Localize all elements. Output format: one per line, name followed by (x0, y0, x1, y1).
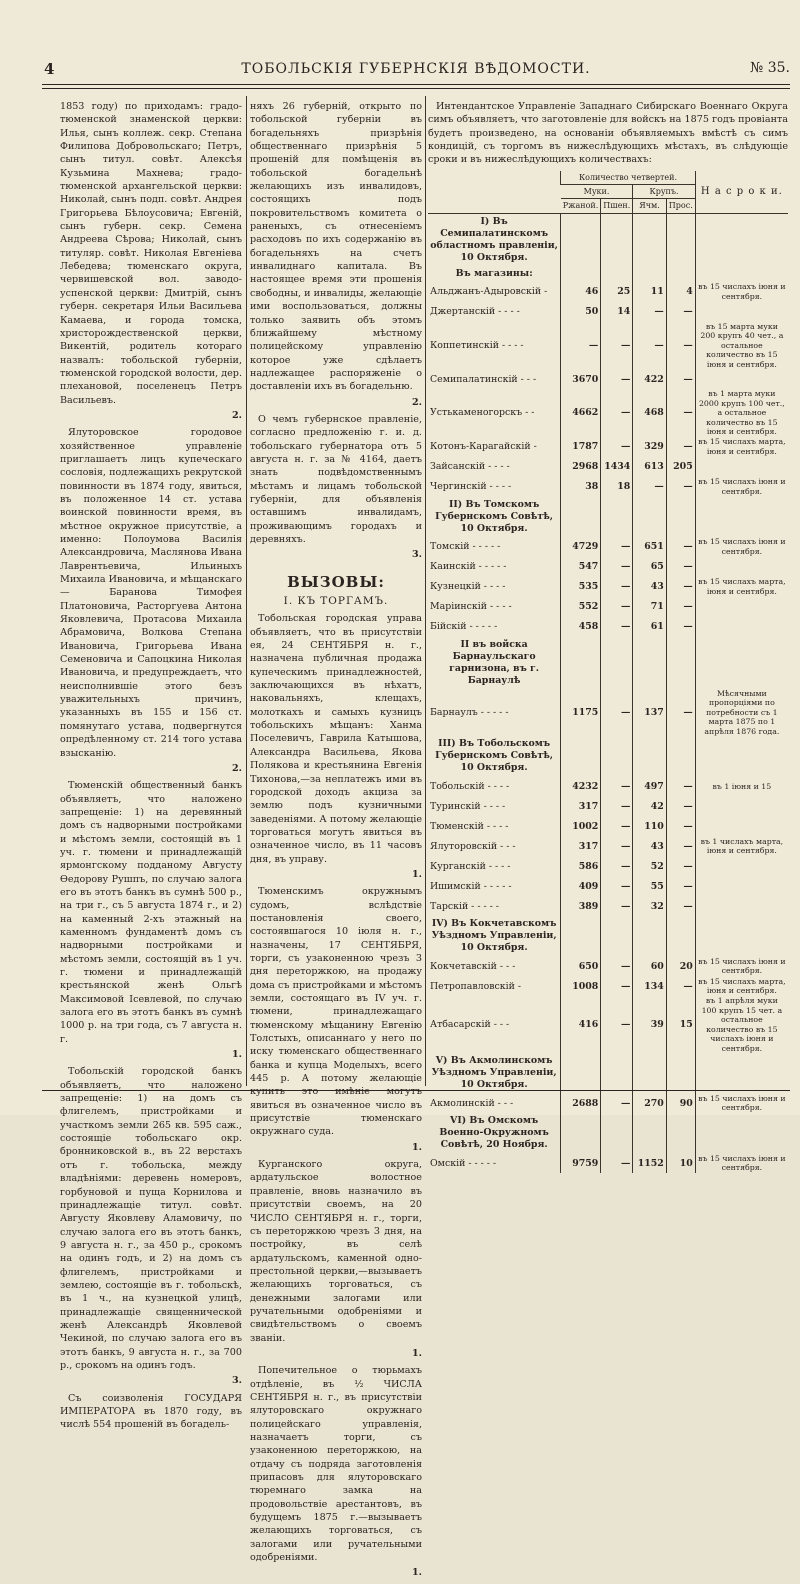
table-row (428, 322, 788, 370)
millet-groats-value: — (666, 796, 695, 816)
section-label: V) Въ Акмолинскомъ Уѣздномъ Управленіи, 10 Октября. (431, 1055, 557, 1091)
millet-groats-value: — (666, 557, 695, 577)
table-section-row (428, 1113, 788, 1153)
table-row (428, 689, 788, 737)
page-header (42, 58, 790, 82)
table-row (428, 1153, 788, 1173)
location-name: Бійскій - - - - - (430, 621, 498, 633)
article-number: 3. (411, 549, 422, 561)
delivery-term (695, 597, 788, 617)
article-number: 2. (231, 762, 242, 774)
location-name: Ишимскій - - - - - (430, 880, 512, 892)
table-row (428, 836, 788, 856)
location-name: Тобольскій - - - - (430, 780, 510, 792)
barley-groats-value: 39 (633, 996, 666, 1053)
location-name: Петропавловскій - (430, 980, 522, 992)
section-label: IV) Въ Кокчетавскомъ Уѣздномъ Управленіи, 10 Октября. (431, 918, 557, 954)
column-right (428, 100, 788, 1173)
rye-flour-value: 547 (561, 557, 601, 577)
section-label: Въ магазины: (455, 267, 533, 279)
location-name: Чергинскій - - - - (430, 481, 512, 493)
rye-flour-value: 1008 (561, 976, 601, 996)
header-rule (42, 84, 790, 85)
wheat-flour-value: — (601, 689, 633, 737)
delivery-term (695, 557, 788, 577)
location-name: Устькаменогорскъ - - (430, 407, 535, 419)
delivery-term: въ 15 числахъ іюня и сентября. (695, 1153, 788, 1173)
delivery-term: въ 15 числахъ іюня и сентября. (695, 956, 788, 976)
barley-groats-value: 497 (633, 776, 666, 796)
wheat-flour-value: — (601, 369, 633, 389)
delivery-term: Мѣсячными пропорціями по потребности съ 1 марта 1875 по 1 апрѣля 1876 года. (695, 689, 788, 737)
rye-flour-value: 9759 (561, 1153, 601, 1173)
millet-groats-value: — (666, 836, 695, 856)
barley-groats-value: 11 (633, 282, 666, 302)
article-number: 2. (411, 396, 422, 408)
millet-groats-value: 4 (666, 282, 695, 302)
delivery-term (695, 856, 788, 876)
delivery-term: въ 15 числахъ іюня и сентября. (695, 1093, 788, 1113)
wheat-flour-value: — (601, 876, 633, 896)
millet-groats-value: — (666, 976, 695, 996)
wheat-flour-value: — (601, 577, 633, 597)
location-name: Туринскій - - - - (430, 800, 506, 812)
location-name: Котонъ-Карагайскій - (430, 441, 537, 453)
barley-groats-value: 613 (633, 457, 666, 477)
wheat-flour-value: — (601, 976, 633, 996)
newspaper-title: ТОБОЛЬСКІЯ ГУБЕРНСКІЯ ВѢДОМОСТИ. (241, 61, 591, 77)
flour-header: Муки. (561, 185, 633, 199)
delivery-term: въ 15 числахъ марта, іюня и сентября. (695, 437, 788, 457)
article-number: 1. (411, 1347, 422, 1359)
article-number: 1. (411, 868, 422, 880)
wheat-flour-value: — (601, 597, 633, 617)
subsection-heading: I. КЪ ТОРГАМЪ. (283, 595, 389, 608)
rye-flour-value: 2968 (561, 457, 601, 477)
article-text: 1853 году) по приходамъ: градо-тюменской знаменской церкви: Илья, сынъ коллеж. секр. Степана Филипова Добровольскаго; Петръ, сынъ титул. совѣт. Алексѣя Кузьмина Махнева; градо-тюменской архангельской церкви: Николай, сынъ подп. совѣт. Андрея Григорьева Бѣлоусовича; Евгеній, сынъ губерн. секр. Семена Андреева Сѣрова; Николай, сынъ титуляр. совѣт. Николая Евгеніева Лебедева; тюменскаго округа, червишевской вол. заводо-успенской церкви: Дмитрій, сынъ губерн. секретаря Ильи Васильева Камаева, и города томска, христорождественской церкви, Викентій, родитель котораго назвалъ: тобольской губерніи, тюменской городской волости, дер. плехановой, поселенецъ Петръ Васильевъ. (60, 101, 242, 406)
wheat-flour-value: — (601, 322, 633, 370)
table-row (428, 389, 788, 437)
millet-groats-value: — (666, 302, 695, 322)
location-name: Тарскій - - - - - (430, 900, 499, 912)
quantity-header: Количество четвертей. (561, 171, 696, 185)
wheat-flour-value: — (601, 437, 633, 457)
delivery-term (695, 302, 788, 322)
article-text: О чемъ губернское правленіе, согласно предложенію г. и. д. тобольскаго губернатора отъ 5 августа н. г. за № 4164, даетъ знать подвѣдомственнымъ мѣстамъ и лицамъ тобольской губерніи, для объявленія оставшимъ инвалидамъ, проживающимъ городахъ и деревняхъ. (250, 413, 422, 545)
barley-groats-value: 270 (633, 1093, 666, 1113)
table-row (428, 477, 788, 497)
location-name: Семипалатинскій - - - (430, 373, 537, 385)
table-row (428, 976, 788, 996)
wheat-header: Пшен. (601, 199, 633, 213)
article-number: 1. (411, 1567, 422, 1579)
table-section-row (428, 736, 788, 776)
wheat-flour-value: — (601, 776, 633, 796)
column-middle (250, 100, 422, 1584)
article-text: Попечительное о тюрьмахъ отдѣленіе, въ ½ ЧИСЛА СЕНТЯБРЯ н. г., въ присутствіи ялуторовскаго окружнаго полицейскаго управленія, назначаетъ торги, съ узаконенною переторжкою, на отдачу съ подряда заготовленія припасовъ для ялуторовскаго тюремнаго замка на продовольствіе арестантовъ, въ будущемъ 1875 г.—вызываетъ желающихъ торговаться, съ залогами или ручательными одобреніями. (250, 1365, 422, 1564)
rye-flour-value: — (561, 322, 601, 370)
rye-flour-value: 409 (561, 876, 601, 896)
issue-number: № 35. (750, 60, 790, 76)
rye-flour-value: 389 (561, 896, 601, 916)
table-section-row (428, 213, 788, 266)
barley-groats-value: 651 (633, 537, 666, 557)
location-name: Коппетинскій - - - - (430, 339, 524, 351)
delivery-term: въ 15 числахъ марта, іюня и сентября. (695, 976, 788, 996)
bottom-rule (42, 1090, 790, 1091)
table-row (428, 996, 788, 1053)
table-row (428, 856, 788, 876)
barley-groats-value: 65 (633, 557, 666, 577)
barley-groats-value: 32 (633, 896, 666, 916)
millet-groats-value: 90 (666, 1093, 695, 1113)
table-section-row (428, 497, 788, 537)
column-divider (246, 96, 247, 1086)
millet-groats-value: — (666, 856, 695, 876)
table-row (428, 457, 788, 477)
section-label: II) Въ Томскомъ Губернскомъ Совѣтѣ, 10 Октября. (435, 498, 554, 534)
millet-groats-value: — (666, 689, 695, 737)
delivery-term: въ 1 іюня и 15 (695, 776, 788, 796)
rye-flour-value: 46 (561, 282, 601, 302)
rye-flour-value: 317 (561, 796, 601, 816)
delivery-term (695, 369, 788, 389)
delivery-term (695, 796, 788, 816)
delivery-term (695, 816, 788, 836)
barley-groats-value: 422 (633, 369, 666, 389)
terms-header: Н а с р о к и. (695, 171, 788, 214)
barley-groats-value: — (633, 302, 666, 322)
rye-header: Ржаной. (561, 199, 601, 213)
delivery-term: въ 1 марта муки 2000 крупъ 100 чет., а остальное количество въ 15 іюня и сентября. (695, 389, 788, 437)
table-row (428, 437, 788, 457)
section-label: III) Въ Тобольскомъ Губернскомъ Совѣтѣ, 10 Октября. (435, 738, 554, 774)
barley-groats-value: 61 (633, 617, 666, 637)
rye-flour-value: 2688 (561, 1093, 601, 1113)
millet-groats-value: — (666, 577, 695, 597)
wheat-flour-value: 18 (601, 477, 633, 497)
barley-groats-value: 55 (633, 876, 666, 896)
rye-flour-value: 1175 (561, 689, 601, 737)
table-section-row (428, 637, 788, 689)
header-rule-double (42, 88, 790, 89)
table-row (428, 1093, 788, 1113)
barley-groats-value: 42 (633, 796, 666, 816)
wheat-flour-value: — (601, 617, 633, 637)
delivery-term (695, 876, 788, 896)
location-name: Атбасарскій - - - (430, 1019, 510, 1031)
wheat-flour-value: 1434 (601, 457, 633, 477)
millet-groats-value: — (666, 816, 695, 836)
millet-groats-value: — (666, 776, 695, 796)
millet-groats-value: — (666, 369, 695, 389)
millet-groats-value: — (666, 876, 695, 896)
rye-flour-value: 586 (561, 856, 601, 876)
article-number: 2. (231, 409, 242, 421)
rye-flour-value: 317 (561, 836, 601, 856)
wheat-flour-value: — (601, 1093, 633, 1113)
rye-flour-value: 4232 (561, 776, 601, 796)
announcement-intro: Интендантское Управленіе Западнаго Сибирскаго Военнаго Округа симъ объявляетъ, что заготовленіе для войскъ на 1875 годъ провіанта будетъ произведено, на основаніи объявляемыхъ вмѣстѣ съ симъ кондицій, съ торгомъ въ нижеслѣдующихъ мѣстахъ, въ слѣдующіе сроки и въ нижеслѣдующихъ количествахъ: (428, 101, 788, 166)
location-name: Курганскій - - - - (430, 860, 511, 872)
delivery-term (695, 617, 788, 637)
column-left (60, 100, 242, 1434)
table-row (428, 776, 788, 796)
location-name: Ялуторовскій - - - (430, 840, 516, 852)
table-section-row (428, 916, 788, 956)
wheat-flour-value: — (601, 856, 633, 876)
location-name: Зайсанскій - - - - (430, 461, 510, 473)
rye-flour-value: 4729 (561, 537, 601, 557)
millet-groats-value: — (666, 322, 695, 370)
section-label: I) Въ Семипалатинскомъ областномъ правленіи, 10 Октября. (430, 215, 558, 263)
provisions-table (428, 171, 788, 1174)
millet-groats-value: — (666, 537, 695, 557)
wheat-flour-value: — (601, 1153, 633, 1173)
wheat-flour-value: — (601, 836, 633, 856)
delivery-term: въ 15 числахъ марта, іюня и сентября. (695, 577, 788, 597)
article-number: 3. (231, 1375, 242, 1387)
table-row (428, 577, 788, 597)
rye-flour-value: 552 (561, 597, 601, 617)
barley-groats-value: 71 (633, 597, 666, 617)
barley-groats-value: 468 (633, 389, 666, 437)
article-text: Тюменскимъ окружнымъ судомъ, вслѣдствіе постановленія своего, состоявшагося 10 іюля н. г., назначены, 17 СЕНТЯБРЯ, торги, съ узаконенною чрезъ 3 дня переторжкою, на продажу дома съ пристройками и мѣстомъ земли, состоящаго въ IV уч. г. тюмени, принадлежащаго тюменскому мѣщанину Евгенію Толстыхъ, описаннаго у него по иску тюменскаго общественнаго банка и купца Моделыхъ, всего 445 р. А потому желающіе купить это имѣніе могутъ явиться въ означенное число въ присутствіе тюменскаго окружнаго суда. (250, 886, 422, 1138)
table-section-row (428, 266, 788, 282)
location-name: Тюменскій - - - - (430, 820, 509, 832)
wheat-flour-value: — (601, 389, 633, 437)
table-row (428, 876, 788, 896)
table-row (428, 557, 788, 577)
table-row (428, 796, 788, 816)
rye-flour-value: 50 (561, 302, 601, 322)
barley-groats-value: 60 (633, 956, 666, 976)
section-label: II въ войска Барнаульскаго гарнизона, въ г. Барнаулѣ (449, 638, 540, 686)
table-row (428, 617, 788, 637)
millet-groats-value: — (666, 477, 695, 497)
barley-groats-value: — (633, 322, 666, 370)
table-section-row (428, 1053, 788, 1093)
location-name: Барнаулъ - - - - - (430, 706, 509, 718)
barley-groats-value: 1152 (633, 1153, 666, 1173)
page-number: 4 (44, 60, 55, 78)
table-row (428, 302, 788, 322)
rye-flour-value: 4662 (561, 389, 601, 437)
millet-groats-value: — (666, 437, 695, 457)
wheat-flour-value: — (601, 996, 633, 1053)
barley-groats-value: 329 (633, 437, 666, 457)
rye-flour-value: 1787 (561, 437, 601, 457)
millet-groats-value: — (666, 389, 695, 437)
location-name: Томскій - - - - - (430, 541, 501, 553)
rye-flour-value: 650 (561, 956, 601, 976)
delivery-term: въ 1 апрѣля муки 100 крупъ 15 чет. а остальное количество въ 15 числахъ іюня и сентября. (695, 996, 788, 1053)
millet-groats-value: — (666, 617, 695, 637)
location-name: Омскій - - - - - (430, 1157, 497, 1169)
rye-flour-value: 416 (561, 996, 601, 1053)
barley-groats-value: 43 (633, 836, 666, 856)
rye-flour-value: 38 (561, 477, 601, 497)
rye-flour-value: 1002 (561, 816, 601, 836)
table-row (428, 282, 788, 302)
wheat-flour-value: — (601, 956, 633, 976)
millet-groats-value: 15 (666, 996, 695, 1053)
wheat-flour-value: 25 (601, 282, 633, 302)
table-row (428, 369, 788, 389)
millet-groats-value: — (666, 896, 695, 916)
location-name: Каинскій - - - - - (430, 561, 507, 573)
location-name: Акмолинскій - - - (430, 1097, 514, 1109)
location-name: Кузнецкій - - - - (430, 581, 506, 593)
barley-groats-value: 43 (633, 577, 666, 597)
location-name: Маріинскій - - - - (430, 601, 512, 613)
barley-groats-value: — (633, 477, 666, 497)
rye-flour-value: 535 (561, 577, 601, 597)
barley-header: Ячм. (633, 199, 666, 213)
article-text: Тобольскій городской банкъ объявляетъ, что наложено запрещеніе: 1) на домъ съ флигелемъ, пристройками и участкомъ земли 265 кв. 595 саж., состоящіе тобольскаго окр. бронниковской в., въ 22 верстахъ отъ г. тобольска, между владѣніями: деревень номеровъ, горбуновой и пуща Корнилова и принадлежащіе титул. совѣт. Августу Яковлеву Аламовичу, по случаю залога его въ этотъ банкъ, 9 августа н. г., за 450 р., срокомъ на одинъ годъ, и 2) на домъ съ флигелемъ, пристройками и землею, состоящіе въ г. тобольскѣ, въ 1 ч., на кузнецкой улицѣ, принадлежащіе священнической женѣ Александрѣ Яковлевой Чекиной, по случаю залога его въ этотъ банкъ, 9 августа н. г., за 700 р., срокомъ на одинъ годъ. (60, 1066, 242, 1371)
millet-groats-value: 10 (666, 1153, 695, 1173)
wheat-flour-value: — (601, 537, 633, 557)
table-row (428, 896, 788, 916)
barley-groats-value: 52 (633, 856, 666, 876)
wheat-flour-value: — (601, 557, 633, 577)
wheat-flour-value: 14 (601, 302, 633, 322)
table-row (428, 956, 788, 976)
millet-groats-value: 205 (666, 457, 695, 477)
article-text: Тюменскій общественный банкъ объявляетъ, что наложено запрещеніе: 1) на деревянный домъ съ надворными постройками и мѣстомъ земли, состоящій въ 1 уч. г. тюмени и принадлежащій ярмонгскому подданому Августу Ѳедорову Рушпъ, по случаю залога его въ этотъ банкъ въ сумнѣ 500 р., на три г., съ 5 августа 1874 г., и 2) на каменный 2-хъ этажный на каменномъ фундаментѣ домъ съ надворными постройками и мѣстомъ земли, состоящій въ 1 уч. г. тюмени и принадлежащій крестьянской женѣ Ольгѣ Максимовой Ісевлевой, по случаю залога его въ этотъ банкъ въ сумнѣ 1000 р. на три года, съ 7 августа н. г. (60, 780, 242, 1045)
article-text: Съ соизволенія ГОСУДАРЯ ИМПЕРАТОРА въ 1870 году, въ числѣ 554 прошеній въ богадель- (60, 1392, 242, 1431)
wheat-flour-value: — (601, 816, 633, 836)
article-number: 1. (231, 1049, 242, 1061)
rye-flour-value: 458 (561, 617, 601, 637)
location-name: Кокчетавскій - - - (430, 960, 516, 972)
millet-groats-value: — (666, 597, 695, 617)
barley-groats-value: 137 (633, 689, 666, 737)
article-text: Ялуторовское городовое хозяйственное управленіе приглашаетъ лицъ купеческаго сословія, подлежащихъ рекрутской повинности въ 1874 году, явиться, въ положенное 14 ст. устава воинской повинности время, въ мѣстное окружное присутствіе, а именно: Полоумова Василія Александровича, Маслянова Ивана Лаврентьевича, Ильиныхъ Михаила Ивановича, и мѣщанскаго — Баранова Тимофея Платоновича, Расторгуева Антона Яковлевича, Протасова Михаила Абрамовича, Волкова Степана Ивановича, Григорьева Ивана Семеновича и Сапоцкина Николая Ивановича, и предупреждаетъ, что неисполнившіе этого безъ уважительныхъ причинъ, указанныхъ въ 155 и 156 ст. помянутаго устава, подвергнутся опредѣленному ст. 214 того устава взысканію. (60, 427, 242, 759)
location-name: Джертанскій - - - - (430, 306, 520, 318)
table-row (428, 537, 788, 557)
barley-groats-value: 134 (633, 976, 666, 996)
groats-header: Крупъ. (633, 185, 695, 199)
millet-groats-value: 20 (666, 956, 695, 976)
delivery-term (695, 457, 788, 477)
section-heading: ВЫЗОВЫ: (287, 572, 385, 591)
article-text: Тобольская городская управа объявляетъ, что въ присутствіи ея, 24 СЕНТЯБРЯ н. г., назначена публичная продажа купеческимъ принадлежностей, заключающихся въ нѣхатъ, наковальняхъ, клещахъ, молоткахъ и самыхъ кузницъ тобольскихъ мѣщанъ: Ханма Поселевичъ, Гаврила Катышова, Александра Васильева, Якова Полякова и крестьянина Евгенія Тихонова,—за неплатежъ ими въ городской доходъ акциза за землю подъ кузничными заведеніями. А потому желающіе торговаться могутъ явиться въ означенное число, въ 11 часовъ дня, въ управу. (250, 613, 422, 865)
section-label: VI) Въ Омскомъ Военно-Окружномъ Совѣтѣ, 20 Ноября. (439, 1115, 549, 1151)
article-number: 1. (411, 1141, 422, 1153)
table-row (428, 816, 788, 836)
column-divider (425, 96, 426, 1086)
delivery-term (695, 896, 788, 916)
wheat-flour-value: — (601, 896, 633, 916)
delivery-term: въ 15 числахъ іюня и сентября. (695, 537, 788, 557)
table-row (428, 597, 788, 617)
table-header-row (428, 171, 788, 185)
delivery-term: въ 1 числахъ марта, іюня и сентября. (695, 836, 788, 856)
article-text: Курганского округа, ардатульское волостное правленіе, вновь назначило въ присутствіи своемъ, на 20 ЧИСЛО СЕНТЯБРЯ н. г., торги, съ переторжкою чрезъ 3 дня, на постройку, въ селѣ ардатульскомъ, каменной одно-престольной церкви,—вызываетъ желающихъ торговаться, съ денежными залогами или ручательными одобреніями и свидѣтельствомъ о своемъ званіи. (250, 1159, 422, 1344)
wheat-flour-value: — (601, 796, 633, 816)
delivery-term: въ 15 числахъ іюня и сентября. (695, 282, 788, 302)
millet-header: Прос. (666, 199, 695, 213)
delivery-term: въ 15 марта муки 200 крупъ 40 чет., а остальное количество въ 15 іюня и сентября. (695, 322, 788, 370)
barley-groats-value: 110 (633, 816, 666, 836)
rye-flour-value: 3670 (561, 369, 601, 389)
article-text: няхъ 26 губерній, открыто по тобольской губерніи въ богадельняхъ призрѣнія общественнаго призрѣнія 5 прошеній для помѣщенія въ тобольской богадельнѣ желающихъ изъ инвалидовъ, состоящихъ подъ покровительствомъ комитета о раненыхъ, съ отнесеніемъ расходовъ по ихъ содержанію въ богадельняхъ на счетъ инвалиднаго капитала. Въ настоящее время эти прошенія свободны, и инвалиды, желающіе ими воспользоваться, должны только заявить объ этомъ ближайшему мѣстному полицейскому управленію которое уже сдѣлаетъ надлежащее распоряженіе о доставленіи ихъ въ богадельню. (250, 101, 422, 393)
location-name: Альджанъ-Адыровскій - (430, 286, 548, 298)
delivery-term: въ 15 числахъ іюня и сентября. (695, 477, 788, 497)
